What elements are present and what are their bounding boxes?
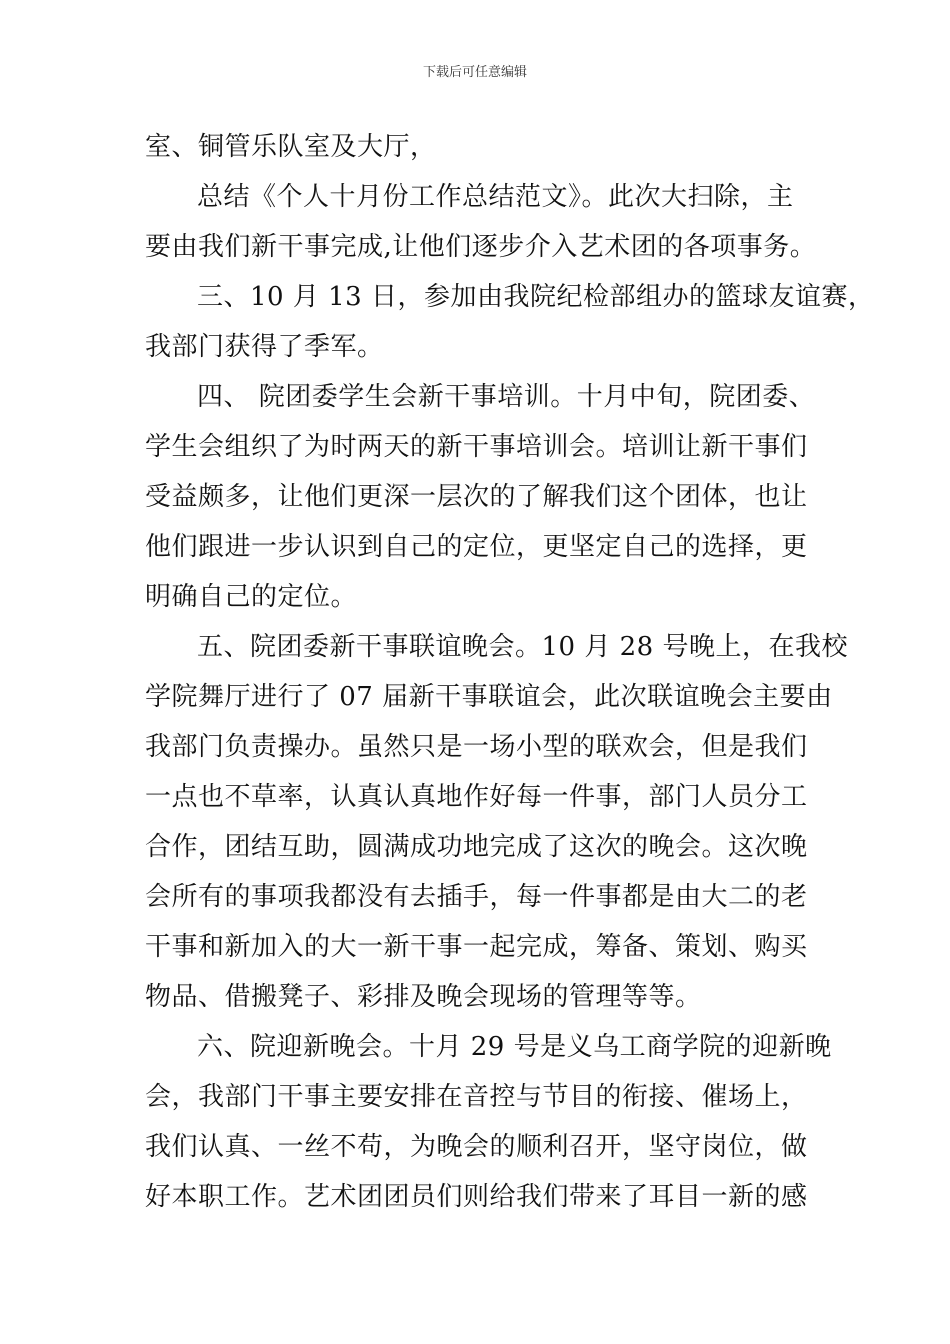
text-line: 我部门负责操办。虽然只是一场小型的联欢会，但是我们 xyxy=(145,732,808,762)
text-line: 要由我们新干事完成,让他们逐步介入艺术团的各项事务。 xyxy=(145,232,817,262)
text-line: 好本职工作。艺术团团员们则给我们带来了耳目一新的感 xyxy=(145,1182,808,1212)
text-line: 室、铜管乐队室及大厅， xyxy=(145,132,437,162)
text-line: 会所有的事项我都没有去插手，每一件事都是由大二的老 xyxy=(145,882,808,912)
text-line: 一点也不草率，认真认真地作好每一件事，部门人员分工 xyxy=(145,782,808,812)
text-line: 学院舞厅进行了 07 届新干事联谊会，此次联谊晚会主要由 xyxy=(145,682,833,712)
text-line: 干事和新加入的大一新干事一起完成，筹备、策划、购买 xyxy=(145,932,808,962)
text-line: 四、 院团委学生会新干事培训。十月中旬，院团委、 xyxy=(197,382,816,412)
text-line: 合作，团结互助，圆满成功地完成了这次的晚会。这次晚 xyxy=(145,832,808,862)
text-line: 受益颇多，让他们更深一层次的了解我们这个团体，也让 xyxy=(145,482,808,512)
page-header: 下载后可任意编辑 xyxy=(422,65,527,80)
text-line: 六、院迎新晚会。十月 29 号是义乌工商学院的迎新晚 xyxy=(197,1032,832,1062)
text-line: 我部门获得了季军。 xyxy=(145,332,384,362)
text-line: 明确自己的定位。 xyxy=(145,582,358,612)
text-line: 他们跟进一步认识到自己的定位，更坚定自己的选择，更 xyxy=(145,532,808,562)
text-line: 总结《个人十月份工作总结范文》。此次大扫除，主 xyxy=(197,182,794,212)
text-line: 五、院团委新干事联谊晚会。10 月 28 号晚上，在我校 xyxy=(197,632,848,662)
text-line: 三、10 月 13 日，参加由我院纪检部组办的篮球友谊赛， xyxy=(197,282,875,312)
document-body xyxy=(145,122,875,1222)
text-line: 我们认真、一丝不苟，为晚会的顺利召开，坚守岗位，做 xyxy=(145,1132,808,1162)
text-line: 会，我部门干事主要安排在音控与节目的衔接、催场上， xyxy=(145,1082,808,1112)
text-line: 物品、借搬凳子、彩排及晚会现场的管理等等。 xyxy=(145,982,702,1012)
text-line: 学生会组织了为时两天的新干事培训会。培训让新干事们 xyxy=(145,432,808,462)
